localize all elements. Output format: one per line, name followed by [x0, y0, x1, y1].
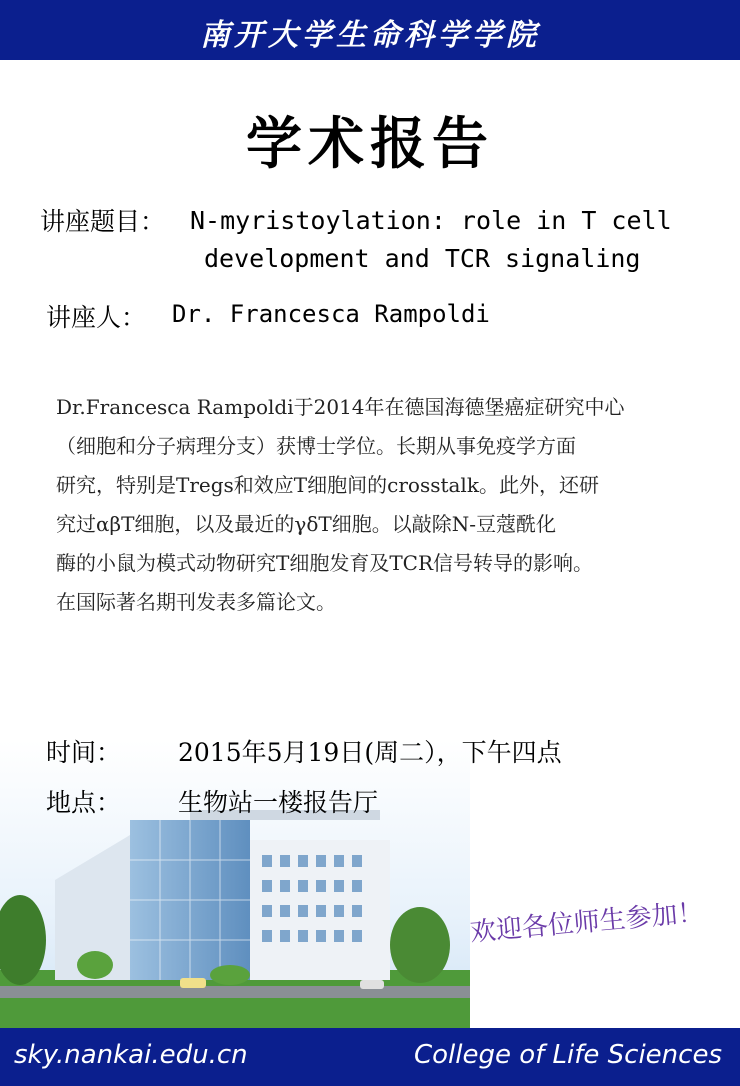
topic-line-2: development and TCR signaling	[204, 244, 641, 273]
footer-bar	[0, 1028, 740, 1086]
college-name: College of Life Sciences	[413, 1040, 722, 1070]
header-bar	[0, 0, 740, 60]
bio-line: 究过αβT细胞，以及最近的γδT细胞。以敲除N-豆蔻酰化	[56, 512, 556, 536]
topic-value	[190, 202, 710, 278]
website-link[interactable]: sky.nankai.edu.cn	[14, 1040, 248, 1070]
bio-line: 研究，特别是Tregs和效应T细胞间的crosstalk。此外，还研	[56, 473, 599, 497]
bio-line: 在国际著名期刊发表多篇论文。	[56, 590, 336, 614]
topic-label: 讲座题目：	[40, 207, 166, 236]
time-value: 2015年5月19日(周二），下午四点	[178, 738, 562, 767]
speaker-name: Dr. Francesca Rampoldi	[172, 300, 490, 328]
time-label: 时间：	[46, 738, 122, 767]
bio-line: 酶的小鼠为模式动物研究T细胞发育及TCR信号转导的影响。	[56, 551, 594, 575]
topic-line-1: N-myristoylation: role in T cell	[190, 206, 672, 235]
place-value: 生物站一楼报告厅	[178, 788, 379, 817]
institution-name: 南开大学生命科学学院	[200, 18, 540, 53]
welcome-message: 欢迎各位师生参加！	[468, 897, 705, 948]
bio-line: Dr.Francesca Rampoldi于2014年在德国海德堡癌症研究中心	[56, 395, 625, 419]
speaker-bio	[56, 388, 692, 622]
poster-title: 学术报告	[246, 112, 494, 177]
bio-line: （细胞和分子病理分支）获博士学位。长期从事免疫学方面	[56, 434, 576, 458]
place-label: 地点：	[46, 788, 122, 817]
speaker-label: 讲座人：	[46, 303, 147, 332]
